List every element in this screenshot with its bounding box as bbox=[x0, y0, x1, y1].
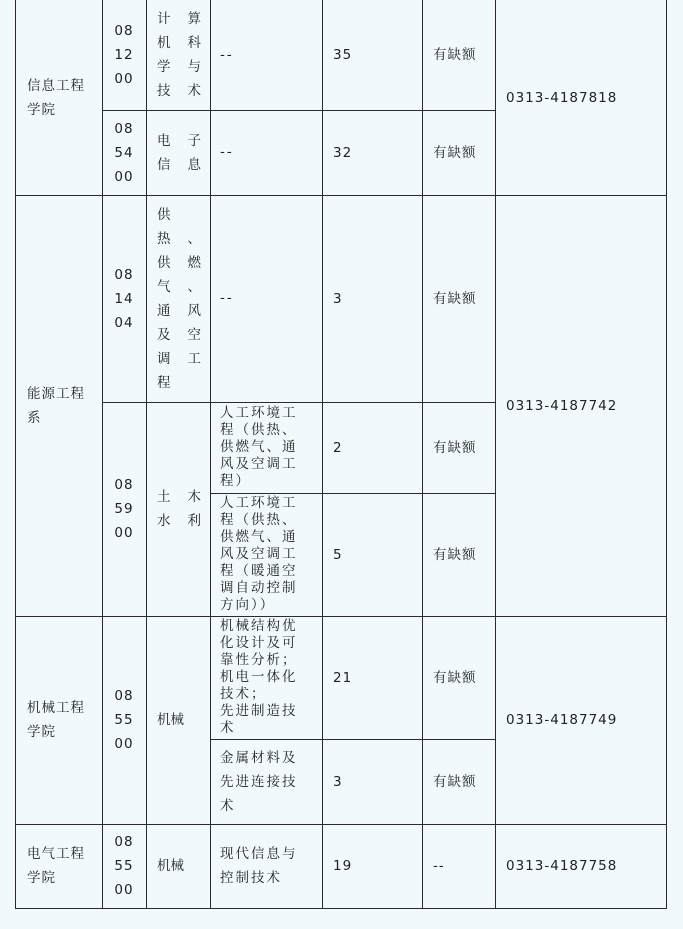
major-category: 计 算 机 科 学 与 技术 bbox=[157, 11, 201, 99]
department-cell bbox=[27, 0, 97, 195]
quota-number-cell bbox=[333, 195, 413, 402]
major-category-cell bbox=[157, 110, 207, 195]
department-name: 信息工程 学院 bbox=[27, 77, 85, 118]
contact-phone-cell bbox=[506, 616, 666, 824]
research-direction: 机械结构优 化设计及可 靠性分析； 机电一体化 技术； 先进制造技 术 bbox=[220, 618, 298, 736]
table-border-bottom bbox=[15, 908, 667, 909]
vacancy-status: 有缺额 bbox=[433, 773, 477, 790]
vacancy-cell bbox=[433, 195, 493, 402]
major-category: 供 热 、 供 燃 气 、 通 风 及 空 调 工 程 bbox=[157, 206, 201, 391]
column-divider bbox=[495, 0, 496, 909]
quota-number: 3 bbox=[333, 290, 343, 307]
quota-number-cell bbox=[333, 402, 413, 493]
research-direction: -- bbox=[220, 46, 234, 63]
major-category: 土 木 水利 bbox=[157, 489, 201, 529]
research-direction: -- bbox=[220, 290, 234, 306]
quota-number-cell bbox=[333, 110, 413, 195]
quota-number-cell bbox=[333, 739, 413, 824]
direction-cell bbox=[220, 739, 320, 824]
vacancy-status: 有缺额 bbox=[433, 669, 477, 686]
department-name: 能源工程 系 bbox=[27, 385, 85, 426]
vacancy-cell bbox=[433, 739, 493, 824]
major-code: 08 55 00 bbox=[114, 834, 134, 898]
column-divider bbox=[322, 0, 323, 909]
direction-cell bbox=[220, 616, 320, 739]
department-cell bbox=[27, 616, 97, 824]
major-category-cell bbox=[157, 195, 207, 402]
quota-number: 35 bbox=[333, 47, 353, 63]
contact-phone: 0313-4187749 bbox=[506, 712, 618, 728]
major-code-cell bbox=[103, 195, 145, 402]
quota-number-cell bbox=[333, 616, 413, 739]
major-category: 电 子 信息 bbox=[157, 132, 201, 173]
quota-number-cell bbox=[333, 493, 413, 616]
department-cell bbox=[27, 824, 97, 908]
research-direction: -- bbox=[220, 144, 234, 160]
quota-number: 21 bbox=[333, 669, 353, 686]
major-code-cell bbox=[103, 616, 145, 824]
research-direction: 金属材料及 先进连接技 术 bbox=[220, 749, 298, 814]
vacancy-cell bbox=[433, 493, 493, 616]
department-name: 电气工程 学院 bbox=[27, 846, 85, 886]
column-divider bbox=[422, 0, 423, 909]
vacancy-status: 有缺额 bbox=[433, 290, 477, 307]
direction-cell bbox=[220, 824, 320, 908]
major-code: 08 55 00 bbox=[114, 688, 134, 752]
major-code-cell bbox=[103, 402, 145, 616]
major-category: 机械 bbox=[157, 858, 184, 874]
direction-cell bbox=[220, 0, 320, 110]
major-code: 08 14 04 bbox=[114, 266, 134, 331]
major-category-cell bbox=[157, 616, 207, 824]
major-code-cell bbox=[103, 824, 145, 908]
research-direction: 人工环境工 程（供热、 供燃气、通 风及空调工 程（暖通空 调自动控制 方向）） bbox=[220, 495, 298, 613]
research-direction: 现代信息与 控制技术 bbox=[220, 846, 298, 886]
quota-number: 19 bbox=[333, 858, 353, 874]
vacancy-status: 有缺额 bbox=[433, 144, 477, 161]
major-category-cell bbox=[157, 402, 207, 616]
quota-number-cell bbox=[333, 0, 413, 110]
major-category-cell bbox=[157, 824, 207, 908]
major-category-cell bbox=[157, 0, 207, 110]
department-cell bbox=[27, 195, 97, 616]
contact-phone: 0313-4187742 bbox=[506, 397, 618, 414]
major-code: 08 59 00 bbox=[114, 477, 134, 541]
department-name: 机械工程 学院 bbox=[27, 700, 85, 740]
direction-cell bbox=[220, 195, 320, 402]
quota-number: 3 bbox=[333, 773, 343, 790]
direction-cell bbox=[220, 402, 320, 493]
contact-phone: 0313-4187758 bbox=[506, 858, 618, 874]
contact-phone-cell bbox=[506, 0, 666, 195]
vacancy-status: 有缺额 bbox=[433, 546, 477, 563]
column-divider bbox=[146, 0, 147, 909]
major-code-cell bbox=[103, 110, 145, 195]
quota-number: 32 bbox=[333, 144, 353, 161]
contact-phone: 0313-4187818 bbox=[506, 89, 618, 106]
research-direction: 人工环境工 程（供热、 供燃气、通 风及空调工 程） bbox=[220, 405, 298, 489]
major-code-cell bbox=[103, 0, 145, 110]
quota-number: 2 bbox=[333, 439, 343, 456]
table-border-right bbox=[666, 0, 667, 909]
vacancy-cell bbox=[433, 616, 493, 739]
major-code: 08 54 00 bbox=[114, 120, 134, 185]
major-category: 机械 bbox=[157, 712, 184, 728]
contact-phone-cell bbox=[506, 195, 666, 616]
direction-cell bbox=[220, 493, 320, 616]
vacancy-status: 有缺额 bbox=[433, 439, 477, 456]
vacancy-cell bbox=[433, 110, 493, 195]
major-code: 08 12 00 bbox=[114, 23, 134, 87]
contact-phone-cell bbox=[506, 824, 666, 908]
column-divider bbox=[210, 0, 211, 909]
vacancy-status: 有缺额 bbox=[433, 47, 477, 63]
vacancy-cell bbox=[433, 0, 493, 110]
quota-number-cell bbox=[333, 824, 413, 908]
quota-number: 5 bbox=[333, 546, 343, 563]
direction-cell bbox=[220, 110, 320, 195]
vacancy-cell bbox=[433, 824, 493, 908]
vacancy-cell bbox=[433, 402, 493, 493]
table-border-left bbox=[15, 0, 16, 909]
vacancy-status: -- bbox=[433, 858, 445, 874]
